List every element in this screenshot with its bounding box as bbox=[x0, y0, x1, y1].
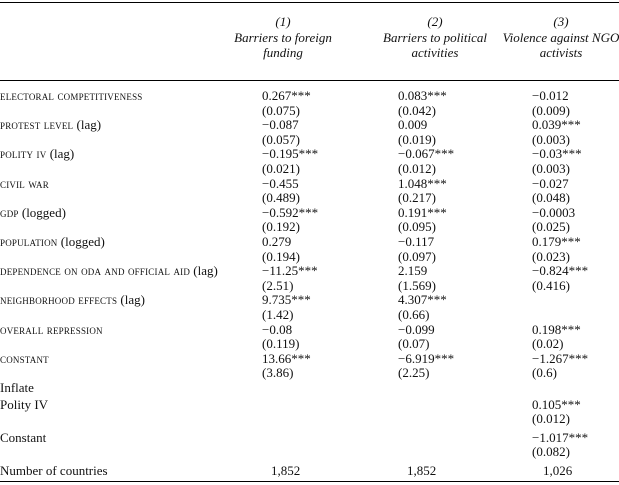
row-label bbox=[0, 352, 49, 366]
coefficient-cell: −0.0003 bbox=[532, 204, 576, 220]
std-error-cell: (0.019) bbox=[398, 131, 436, 147]
std-error-cell: (0.07) bbox=[398, 336, 430, 352]
std-error-cell: (0.021) bbox=[262, 161, 300, 176]
std-error-cell: (0.057) bbox=[262, 131, 300, 147]
variable-name: polity iv bbox=[0, 147, 47, 162]
coefficient-cell: 0.039*** bbox=[532, 117, 581, 133]
column-header-2 bbox=[360, 14, 510, 61]
std-error-cell: (0.003) bbox=[532, 131, 570, 147]
std-error-cell: (0.009) bbox=[532, 102, 570, 118]
column-header-3 bbox=[496, 14, 619, 61]
table-bottom-rule bbox=[0, 481, 619, 482]
column-title-line: funding bbox=[263, 45, 303, 60]
coefficient-cell: −11.25*** bbox=[262, 263, 318, 279]
coefficient-cell: 2.159 bbox=[398, 263, 428, 279]
observations-cell: 1,852 bbox=[271, 463, 301, 478]
row-label bbox=[0, 89, 142, 103]
variable-name: electoral competitiveness bbox=[0, 89, 143, 103]
std-error-cell: (3.86) bbox=[262, 365, 294, 381]
coefficient-cell: −0.027 bbox=[532, 175, 569, 191]
variable-name: protest level bbox=[0, 118, 74, 133]
variable-suffix: (lag) bbox=[46, 146, 75, 162]
coefficient-cell: −0.824*** bbox=[532, 263, 589, 279]
std-error-cell: (0.048) bbox=[532, 190, 570, 206]
variable-suffix: (lag) bbox=[190, 263, 218, 279]
std-error-cell: (0.012) bbox=[532, 411, 570, 427]
variable-suffix: (logged) bbox=[18, 204, 66, 220]
coefficient-cell: 0.179*** bbox=[532, 234, 581, 249]
coefficient-cell: −0.087 bbox=[262, 117, 299, 133]
std-error-cell: (0.075) bbox=[262, 102, 300, 118]
coefficient-cell: −6.919*** bbox=[398, 350, 455, 366]
coefficient-cell: −1.267*** bbox=[532, 350, 589, 366]
coefficient-cell: −0.455 bbox=[262, 175, 299, 191]
variable-name: gdp bbox=[0, 205, 19, 220]
std-error-cell: (2.51) bbox=[262, 277, 294, 293]
coefficient-cell: 0.198*** bbox=[532, 321, 581, 337]
column-title-line: Barriers to political bbox=[383, 29, 487, 45]
variable-name: neighborhood effects bbox=[0, 293, 118, 308]
column-title-line: Violence against NGO bbox=[502, 29, 619, 45]
column-title-line: Barriers to foreign bbox=[234, 29, 332, 45]
row-label bbox=[0, 118, 101, 132]
std-error-cell: (0.192) bbox=[262, 219, 300, 235]
variable-name: constant bbox=[0, 351, 49, 366]
coefficient-cell: 4.307*** bbox=[398, 292, 447, 308]
footer-label: Number of countries bbox=[0, 463, 108, 478]
coefficient-cell: 13.66*** bbox=[262, 350, 311, 366]
column-title-line: activities bbox=[411, 45, 459, 60]
coefficient-cell: −0.067*** bbox=[398, 146, 455, 162]
coefficient-cell: 0.279 bbox=[262, 234, 292, 249]
coefficient-cell: −0.03*** bbox=[532, 146, 582, 162]
row-label bbox=[0, 235, 105, 249]
coefficient-cell: −1.017*** bbox=[532, 429, 589, 445]
std-error-cell: (0.217) bbox=[398, 190, 436, 206]
std-error-cell: (0.02) bbox=[532, 336, 564, 352]
inflate-label: Inflate bbox=[0, 380, 34, 395]
std-error-cell: (0.194) bbox=[262, 248, 300, 264]
coefficient-cell: 9.735*** bbox=[262, 292, 311, 308]
std-error-cell: (0.042) bbox=[398, 102, 436, 118]
std-error-cell: (0.097) bbox=[398, 248, 436, 264]
column-number: (2) bbox=[427, 14, 443, 29]
column-header-1 bbox=[208, 14, 358, 61]
std-error-cell: (0.012) bbox=[398, 161, 436, 176]
header-rule bbox=[0, 80, 619, 81]
row-label bbox=[0, 323, 103, 337]
std-error-cell: (2.25) bbox=[398, 365, 430, 381]
std-error-cell: (1.569) bbox=[398, 277, 436, 293]
std-error-cell: (0.023) bbox=[532, 248, 570, 264]
variable-suffix: (lag) bbox=[73, 117, 102, 133]
variable-name: population bbox=[0, 235, 58, 249]
column-number: (1) bbox=[275, 14, 291, 29]
coefficient-cell: 0.105*** bbox=[532, 396, 581, 412]
variable-suffix: (logged) bbox=[57, 234, 105, 249]
observations-cell: 1,852 bbox=[407, 463, 437, 478]
row-label bbox=[0, 177, 49, 191]
variable-name: civil war bbox=[0, 176, 49, 191]
std-error-cell: (0.095) bbox=[398, 219, 436, 235]
coefficient-cell: −0.099 bbox=[398, 321, 435, 337]
std-error-cell: (0.003) bbox=[532, 161, 570, 176]
std-error-cell: (0.489) bbox=[262, 190, 300, 206]
row-label bbox=[0, 264, 218, 278]
table-top-rule bbox=[0, 2, 619, 3]
column-title-line: activists bbox=[539, 45, 583, 60]
inflate-constant-label: Constant bbox=[0, 429, 47, 445]
std-error-cell: (0.66) bbox=[398, 307, 430, 322]
coefficient-cell: 0.191*** bbox=[398, 204, 447, 220]
coefficient-cell: −0.117 bbox=[398, 234, 435, 249]
std-error-cell: (0.416) bbox=[532, 277, 570, 293]
row-label bbox=[0, 293, 145, 307]
std-error-cell: (0.082) bbox=[532, 444, 570, 460]
inflate-polity-label: Polity IV bbox=[0, 396, 49, 412]
coefficient-cell: −0.592*** bbox=[262, 204, 319, 220]
variable-suffix: (lag) bbox=[117, 292, 145, 308]
coefficient-cell: 0.083*** bbox=[398, 88, 447, 103]
std-error-cell: (1.42) bbox=[262, 307, 294, 322]
coefficient-cell: 0.009 bbox=[398, 117, 428, 133]
row-label bbox=[0, 206, 66, 220]
row-label bbox=[0, 147, 74, 161]
observations-cell: 1,026 bbox=[543, 463, 573, 478]
column-number: (3) bbox=[553, 14, 569, 29]
std-error-cell: (0.025) bbox=[532, 219, 570, 235]
coefficient-cell: −0.012 bbox=[532, 88, 569, 103]
variable-name: dependence on oda and official aid bbox=[0, 264, 191, 279]
coefficient-cell: 0.267*** bbox=[262, 88, 311, 103]
coefficient-cell: −0.08 bbox=[262, 321, 293, 337]
variable-name: overall repression bbox=[0, 322, 103, 337]
std-error-cell: (0.119) bbox=[262, 336, 300, 352]
std-error-cell: (0.6) bbox=[532, 365, 557, 381]
coefficient-cell: −0.195*** bbox=[262, 146, 319, 162]
coefficient-cell: 1.048*** bbox=[398, 175, 447, 191]
